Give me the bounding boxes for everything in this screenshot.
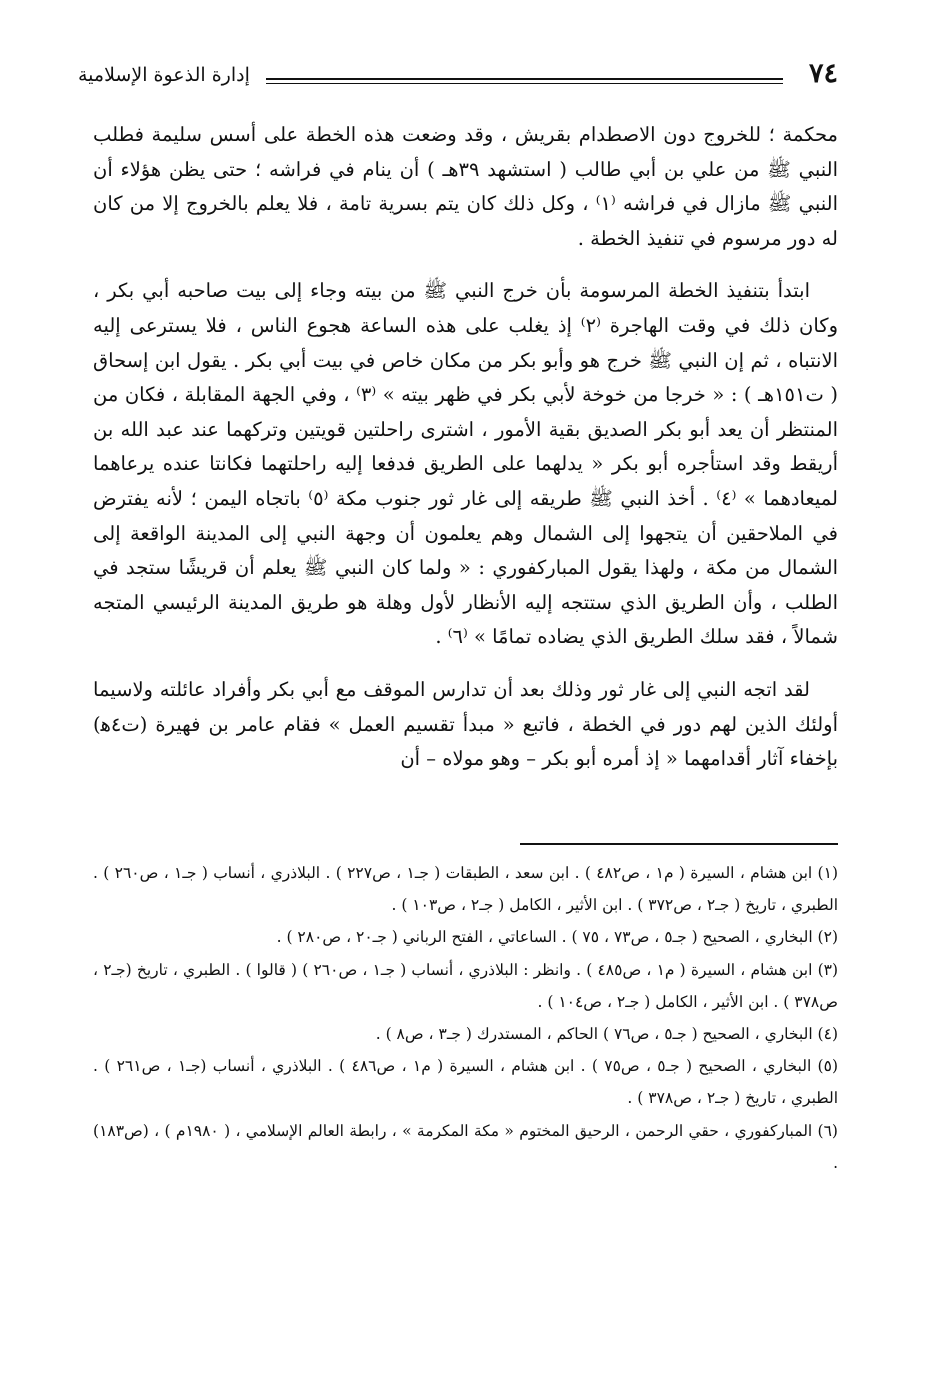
header-rule-thin bbox=[266, 83, 783, 84]
running-title: إدارة الذعوة الإسلامية bbox=[78, 64, 250, 86]
footnote: (٤) البخاري ، الصحيح ( جـ٥ ، ص٧٦ ) الحاكم ، المستدرك ( جـ٣ ، ص٨ ) . bbox=[375, 1025, 838, 1044]
main-text bbox=[93, 118, 838, 795]
footnote: (١) ابن هشام ، السيرة ( م١ ، ص٤٨٢ ) . ابن سعد ، الطبقات ( جـ١ ، ص٢٢٧ ) . البلاذري ، أنساب ( جـ١ ، ص٢٦٠ ) . الطبري ، تاريخ ( جـ٢ ، ص٣٧٢ ) . ابن الأثير ، الكامل ( جـ٢ ، ص١٠٣ ) . bbox=[93, 864, 838, 915]
footnotes bbox=[93, 857, 838, 1179]
footnote: (٣) ابن هشام ، السيرة ( م١ ، ص٤٨٥ ) . وانظر : البلاذري ، أنساب ( جـ١ ، ص٢٦٠ ) ( قالوا ) . الطبري ، تاريخ (جـ٢ ، ص٣٧٨ ) . ابن الأثير ، الكامل ( جـ٢ ، ص١٠٤ ) . bbox=[93, 960, 839, 1011]
footnote-separator bbox=[520, 843, 838, 845]
paragraph: لقد اتجه النبي إلى غار ثور وذلك بعد أن تدارس الموقف مع أبي بكر وأفراد عائلته ولاسيما أولئك الذين لهم دور في الخطة ، فاتبع « مبدأ تقسيم العمل » فقام عامر بن فهيرة (ت٤ه‍) بإخفاء آثار أقدامهما « إذ أمره أبو بكر – وهو مولاه – أن bbox=[93, 677, 838, 771]
page-number: ٧٤ bbox=[808, 58, 838, 89]
page-header bbox=[78, 52, 838, 108]
paragraph: ابتدأ بتنفيذ الخطة المرسومة بأن خرج النبي ﷺ من بيته وجاء إلى بيت صاحبه أبي بكر ، وكان ذلك في وقت الهاجرة ⁽٢⁾ إذ يغلب على هذه الساعة هجوع الناس ، فلا يسترعى إليه الانتباه ، ثم إن النبي ﷺ خرج هو وأبو بكر من مكان خاص في بيت أبي بكر . يقول ابن إسحاق ( ت١٥١هـ ) : « خرجا من خوخة لأبي بكر في ظهر بيته » ⁽٣⁾ ، وفي الجهة المقابلة ، فكان من المنتظر أن يعد أبو بكر الصديق بقية الأمور ، اشترى راحلتين قويتين وتركهما عند عبد الله بن أريقط وقد استأجره أبو بكر « يدلهما على الطريق فدفعا إليه راحلتهما فكانتا عنده يرعاهما لميعادهما » ⁽٤⁾ . أخذ النبي ﷺ طريقه إلى غار ثور جنوب مكة ⁽٥⁾ باتجاه اليمن ؛ لأنه يفترض في الملاحقين أن يتجهوا إلى الشمال وهم يعلمون أن وجهة النبي إلى المدينة الواقعة إلى الشمال من مكة ، ولهذا يقول المباركفوري : « ولما كان النبي ﷺ يعلم أن قريشًا ستجد في الطلب ، وأن الطريق الذي ستتجه إليه الأنظار لأول وهلة هو طريق المدينة الرئيسي المتجه شمالاً ، فقد سلك الطريق الذي يضاده تمامًا » ⁽٦⁾ . bbox=[93, 279, 838, 649]
header-rule bbox=[266, 78, 783, 80]
footnote: (٦) المباركفوري ، حقي الرحمن ، الرحيق المختوم « مكة المكرمة » ، رابطة العالم الإسلامي ، ( ١٩٨٠م ) ، (ص١٨٣) . bbox=[93, 1121, 838, 1172]
footnote: (٢) البخاري ، الصحيح ( جـ٥ ، ص٧٣ ، ٧٥ ) . الساعاتي ، الفتح الرباني ( جـ٢٠ ، ص٢٨٠ ) . bbox=[276, 928, 838, 947]
paragraph: محكمة ؛ للخروج دون الاصطدام بقريش ، وقد وضعت هذه الخطة على أسس سليمة فطلب النبي ﷺ من علي بن أبي طالب ( استشهد ٣٩هـ ) أن ينام في فراشه ؛ حتى يظن هؤلاء أن النبي ﷺ مازال في فراشه ⁽١⁾ ، وكل ذلك كان يتم بسرية تامة ، فلا يعلم بالخروج إلا من كان له دور مرسوم في تنفيذ الخطة . bbox=[93, 123, 838, 250]
footnote: (٥) البخاري ، الصحيح ( جـ٥ ، ص٧٥ ) . ابن هشام ، السيرة ( م١ ، ص٤٨٦ ) . البلاذري ، أنساب (جـ١ ، ص٢٦١ ) . الطبري ، تاريخ ( جـ٢ ، ص٣٧٨ ) . bbox=[93, 1057, 838, 1108]
